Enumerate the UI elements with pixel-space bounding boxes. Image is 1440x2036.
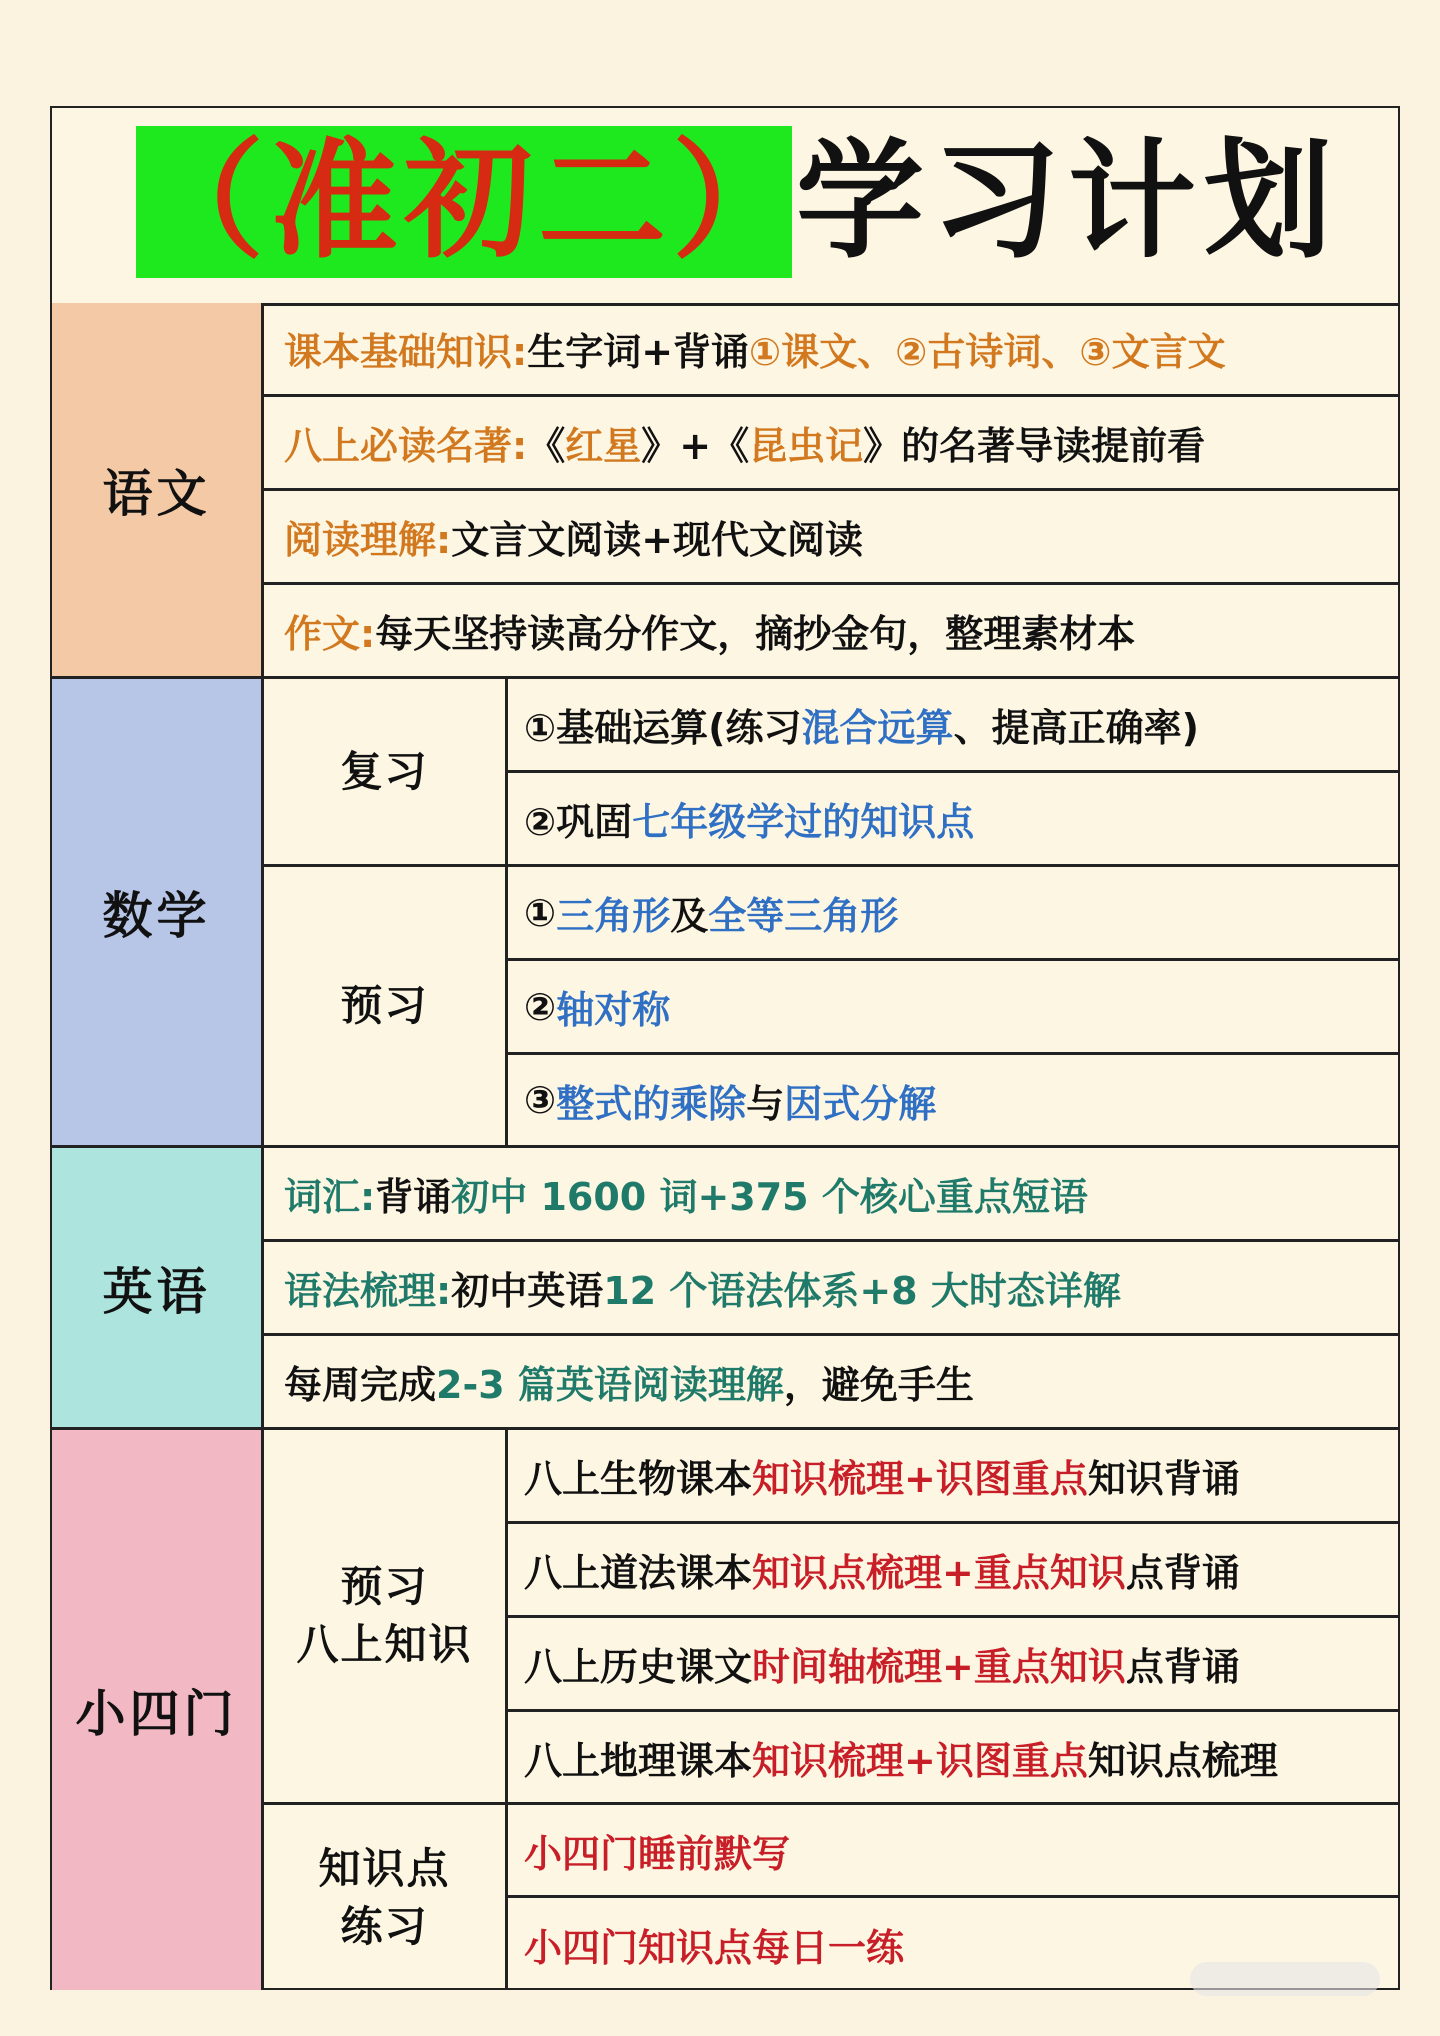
math-row-3-b: 三角形 (556, 894, 671, 938)
english-row-3 (264, 1336, 1400, 1430)
english-row-1-b: 背诵 (375, 1175, 452, 1219)
math-row-1-c: 、提高正确率) (953, 706, 1199, 750)
minor-row-3 (508, 1618, 1400, 1712)
english-row-3-a: 每周完成 (284, 1363, 437, 1407)
math-row-4-a: ② (524, 984, 557, 1029)
math-row-3-c: 及 (670, 894, 709, 938)
chinese-row-2 (264, 397, 1400, 491)
minor-preview-label: 预习 八上知识 (264, 1430, 508, 1805)
math-row-5-a: ③ (524, 1078, 557, 1122)
english-row-2-b: 初中英语 (451, 1269, 604, 1313)
minor-row-1-b: 知识梳理+识图重点 (752, 1457, 1088, 1501)
math-row-4-b: 轴对称 (556, 988, 671, 1032)
english-row-1-c: 初中 1600 词+375 个核心重点短语 (451, 1175, 1088, 1219)
math-row-5-c: 与 (746, 1081, 785, 1126)
minor-row-5 (508, 1805, 1400, 1898)
title-row (52, 108, 1398, 306)
minor-row-2-c: 点背诵 (1125, 1551, 1240, 1595)
math-row-3 (508, 867, 1400, 961)
chinese-row-3-label: 阅读理解: (284, 518, 452, 562)
english-row-3-b: 2-3 篇英语阅读理解 (436, 1363, 784, 1407)
study-plan-sheet (50, 106, 1400, 1990)
minor-row-1-c: 知识背诵 (1087, 1457, 1240, 1501)
chinese-row-4-text: 每天坚持读高分作文，摘抄金句，整理素材本 (375, 612, 1136, 656)
subject-math: 数学 (52, 679, 264, 1148)
title-main: 学习计划 (796, 127, 1341, 276)
subject-minor: 小四门 (52, 1430, 264, 1990)
chinese-row-1-label: 课本基础知识: (284, 330, 528, 374)
chinese-row-3 (264, 491, 1400, 585)
math-row-1 (508, 679, 1400, 773)
minor-row-2 (508, 1524, 1400, 1618)
minor-row-4 (508, 1712, 1400, 1805)
subject-chinese: 语文 (52, 303, 264, 679)
chinese-row-1 (264, 303, 1400, 397)
title-grade: （准初二） (136, 127, 807, 276)
math-row-2-b: 七年级学过的知识点 (632, 800, 975, 844)
math-row-5-b: 整式的乘除 (556, 1081, 747, 1126)
math-row-2-a: ②巩固 (524, 800, 633, 844)
chinese-row-2-label: 八上必读名著: (284, 424, 528, 468)
chinese-row-2-book-2: 昆虫记 (749, 424, 864, 468)
math-row-5-d: 因式分解 (784, 1081, 937, 1126)
math-row-5 (508, 1055, 1400, 1148)
english-row-2-c: 12 个语法体系+8 大时态详解 (603, 1269, 1121, 1313)
chinese-row-2-book-1: 红星 (565, 424, 642, 468)
english-row-2 (264, 1242, 1400, 1336)
minor-row-4-b: 知识梳理+识图重点 (752, 1738, 1088, 1783)
chinese-row-2-t5: 》的名著导读提前看 (863, 424, 1206, 468)
chinese-row-1-text: 生字词+背诵 (527, 330, 750, 374)
math-preview-label: 预习 (264, 867, 508, 1148)
subject-english: 英语 (52, 1148, 264, 1430)
english-row-1 (264, 1148, 1400, 1242)
minor-row-1 (508, 1430, 1400, 1524)
chinese-row-2-t1: 《 (527, 424, 566, 468)
minor-row-3-a: 八上历史课文 (524, 1645, 753, 1689)
english-row-3-c: ，避免手生 (783, 1363, 974, 1407)
minor-row-4-c: 知识点梳理 (1087, 1738, 1278, 1783)
chinese-row-1-items: ①课文、②古诗词、③文言文 (749, 330, 1226, 374)
english-row-1-a: 词汇: (284, 1175, 376, 1219)
math-row-3-a: ① (524, 890, 557, 935)
chinese-row-4 (264, 585, 1400, 679)
minor-practice-label: 知识点 练习 (264, 1805, 508, 1990)
minor-row-2-b: 知识点梳理+重点知识 (752, 1551, 1126, 1595)
watermark-overlay (1190, 1962, 1380, 1996)
minor-row-6-a: 小四门知识点每日一练 (524, 1925, 905, 1970)
math-row-4 (508, 961, 1400, 1055)
english-row-2-a: 语法梳理: (284, 1269, 452, 1313)
chinese-row-2-t3: 》+《 (641, 424, 750, 468)
minor-row-5-a: 小四门睡前默写 (524, 1831, 791, 1876)
minor-row-3-b: 时间轴梳理+重点知识 (752, 1645, 1126, 1689)
math-row-2 (508, 773, 1400, 867)
minor-row-4-a: 八上地理课本 (524, 1738, 753, 1783)
math-row-1-b: 混合远算 (801, 706, 954, 750)
minor-row-2-a: 八上道法课本 (524, 1551, 753, 1595)
chinese-row-4-label: 作文: (284, 612, 376, 656)
minor-row-3-c: 点背诵 (1125, 1645, 1240, 1689)
math-row-1-a: ①基础运算(练习 (524, 706, 802, 750)
math-review-label: 复习 (264, 679, 508, 867)
math-row-3-d: 全等三角形 (708, 894, 899, 938)
minor-row-1-a: 八上生物课本 (524, 1457, 753, 1501)
chinese-row-3-text: 文言文阅读+现代文阅读 (451, 518, 864, 562)
